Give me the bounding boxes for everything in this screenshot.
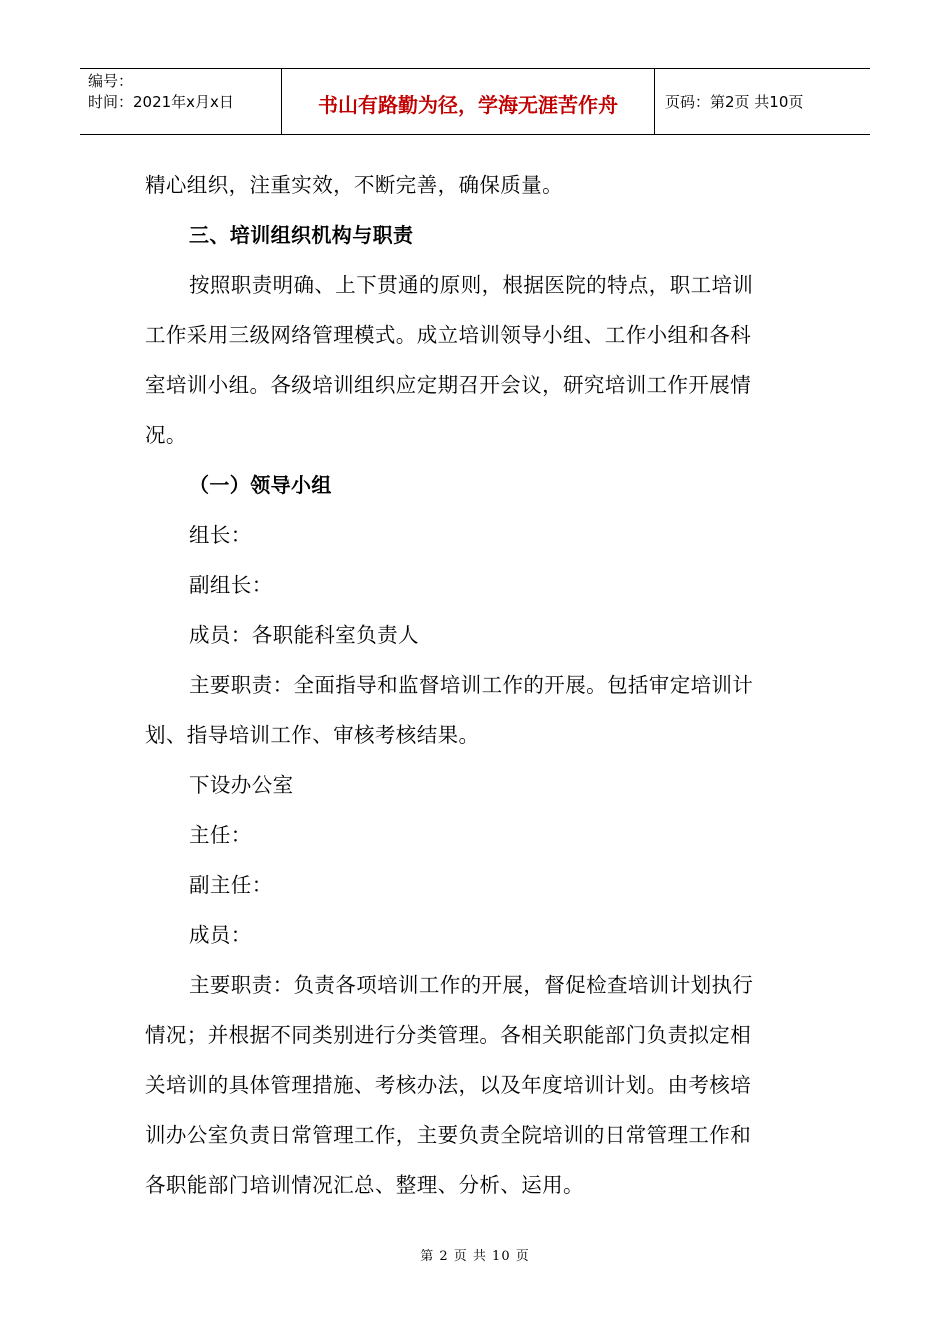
paragraph-line: 副组长： (189, 573, 273, 597)
paragraph-line: 副主任： (189, 873, 273, 897)
paragraph-line: 下设办公室 (189, 773, 294, 797)
paragraph-line: 主要职责：全面指导和监督培训工作的开展。包括审定培训计 (189, 673, 754, 697)
paragraph-line: 各职能部门培训情况汇总、整理、分析、运用。 (145, 1173, 584, 1197)
paragraph-line: 按照职责明确、上下贯通的原则，根据医院的特点，职工培训 (189, 273, 754, 297)
paragraph-line: 工作采用三级网络管理模式。成立培训领导小组、工作小组和各科 (145, 323, 752, 347)
document-date-label: 时间：2021年x月x日 (88, 93, 234, 111)
header-page-info: 页码：第2页 共10页 (665, 93, 804, 111)
paragraph-line: 关培训的具体管理措施、考核办法，以及年度培训计划。由考核培 (145, 1073, 752, 1097)
paragraph-line: 主要职责：负责各项培训工作的开展，督促检查培训计划执行 (189, 973, 754, 997)
header-meta (80, 69, 282, 134)
paragraph-line: 主任： (189, 823, 252, 847)
paragraph-line: 划、指导培训工作、审核考核结果。 (145, 723, 480, 747)
paragraph-line: 况。 (145, 423, 187, 447)
page-footer: 第 2 页 共 10 页 (420, 1249, 530, 1264)
paragraph-line: 室培训小组。各级培训组织应定期召开会议，研究培训工作开展情 (145, 373, 752, 397)
section-heading: 三、培训组织机构与职责 (189, 223, 414, 247)
paragraph-line: 情况；并根据不同类别进行分类管理。各相关职能部门负责拟定相 (145, 1023, 752, 1047)
document-body (145, 160, 807, 1210)
paragraph-line: 成员： (189, 923, 252, 947)
document-number-label: 编号： (88, 72, 134, 90)
header-motto: 书山有路勤为径，学海无涯苦作舟 (282, 69, 655, 134)
paragraph-line: 组长： (189, 523, 252, 547)
subsection-heading: （一）领导小组 (189, 473, 332, 497)
page-header (80, 68, 870, 135)
paragraph-line: 精心组织，注重实效，不断完善，确保质量。 (145, 173, 563, 197)
paragraph-line: 成员：各职能科室负责人 (189, 623, 419, 647)
paragraph-line: 训办公室负责日常管理工作，主要负责全院培训的日常管理工作和 (145, 1123, 752, 1147)
